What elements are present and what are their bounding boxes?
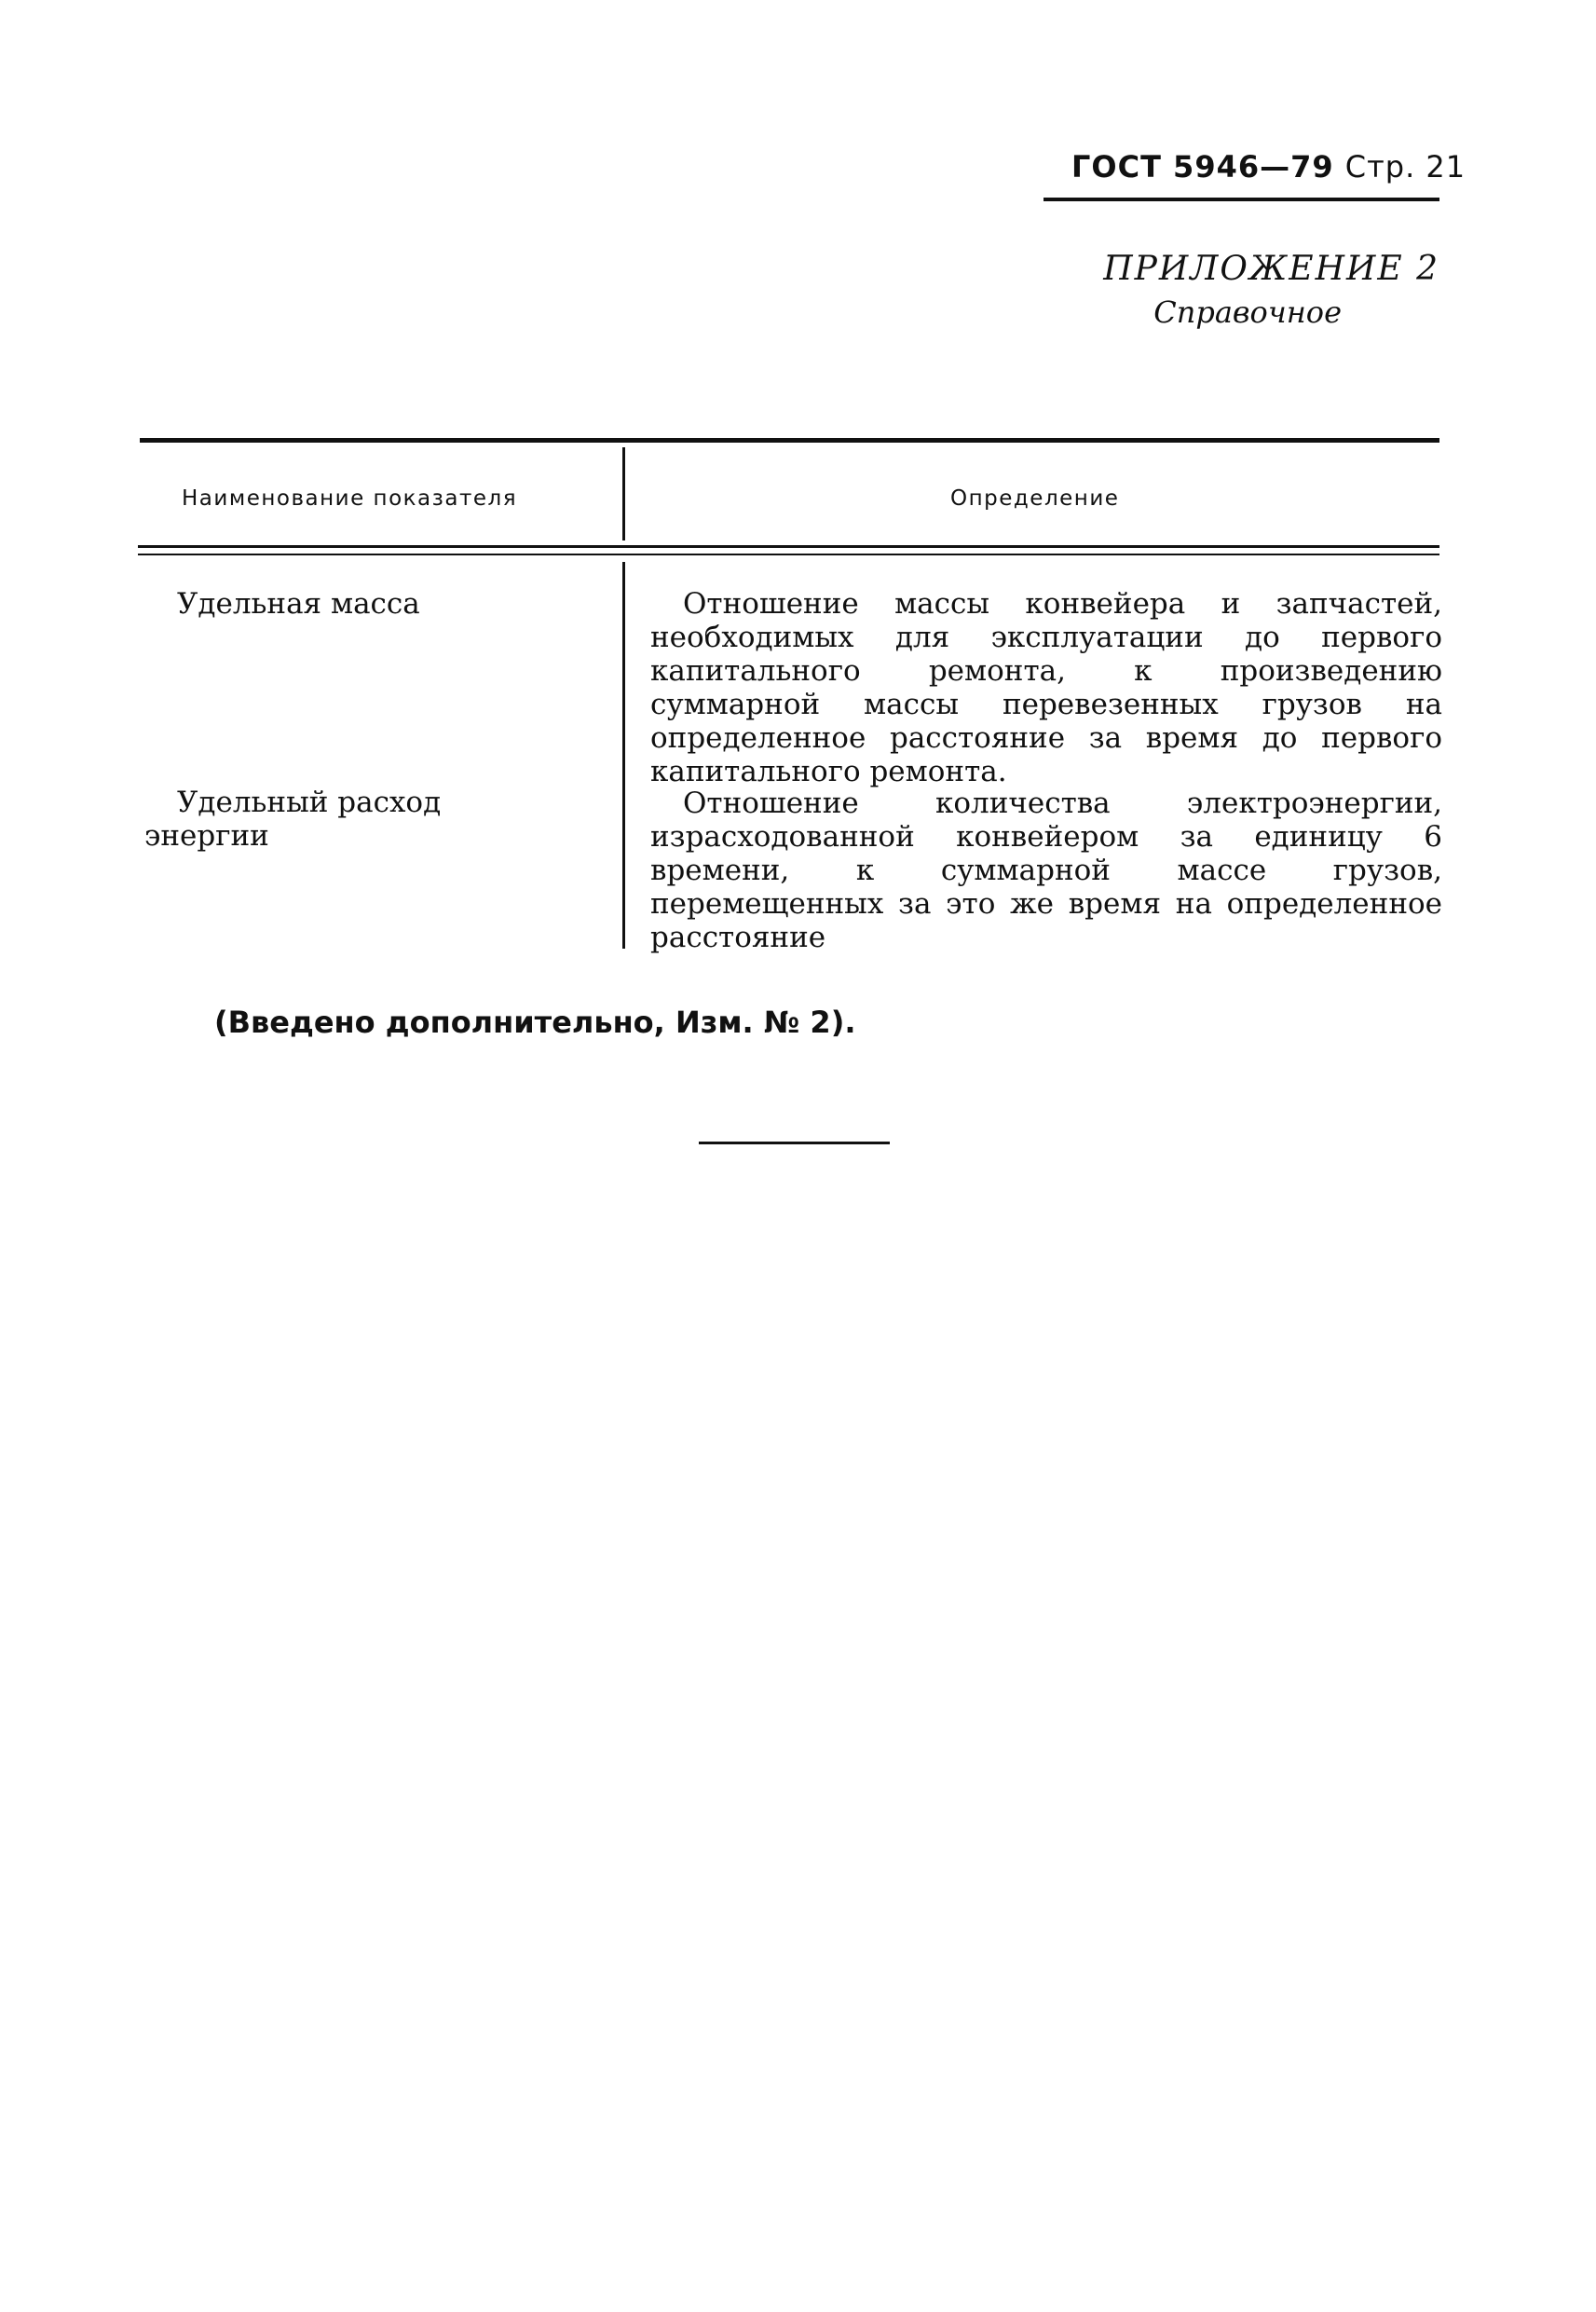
column-divider [622,447,625,540]
table-top-rule [140,438,1439,443]
appendix-subtitle: Справочное [1153,294,1342,330]
column-header-indicator: Наименование показателя [182,486,518,511]
table-row-2-term: Удельный расход энергии [144,786,442,853]
page-number: Стр. 21 [1344,149,1466,185]
standard-designation: ГОСТ 5946—79 [1071,149,1334,185]
column-divider [622,562,625,949]
table-row-1-definition: Отношение массы конвейера и запчастей, необходимых для эксплуатации до первого капитального ремонта, к произведению суммарной массы перевезенных грузов на определенное расстояние за время до первого капитального ремонта. [650,587,1442,788]
header-rule [138,554,1439,555]
end-rule [699,1142,890,1144]
header-rule [1044,198,1439,201]
table-row-2-definition: Отношение количества электроэнергии, израсходованной конвейером за единицу 6 времени, к суммарной массе грузов, перемещенных за это же время на определенное расстояние [650,787,1442,954]
table-row-1-term: Удельная масса [177,587,420,621]
appendix-title: ПРИЛОЖЕНИЕ 2 [1103,250,1439,288]
page-header [1071,149,1466,185]
header-rule [138,545,1439,548]
column-header-definition: Определение [950,486,1120,511]
amendment-note: (Введено дополнительно, Изм. № 2). [214,1005,856,1040]
